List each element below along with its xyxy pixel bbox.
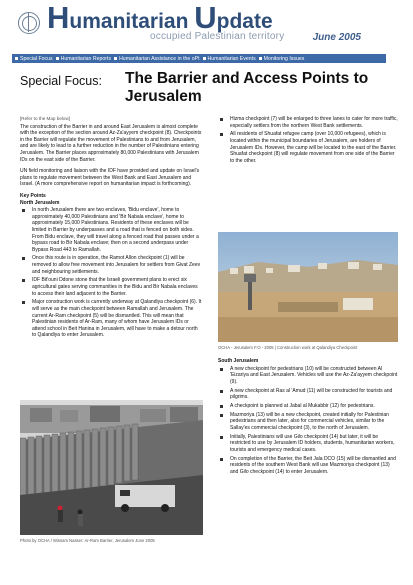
list-item: Mazmoriya (13) will be a new checkpoint, created initially for Palestinian pedestrians and then later, also for commercial vehicles, similar to the Sallay'es commercial checkpoint (3), to the north of Jerusalem. (218, 412, 398, 432)
left-column (20, 116, 202, 343)
update-paragraph: UN field monitoring and liaison with the IDF have provided and update on Israel's plans to regulate movement between the West Bank and East Jerusalem and Israel. (A more comprehensive report on humanitarian impact is forthcoming). (20, 168, 200, 188)
key-points-heading: Key Points (20, 192, 46, 199)
section-kicker: Special Focus: (20, 74, 102, 88)
nav-label: Humanitarian Reports (60, 55, 112, 62)
list-item: Initially, Palestinians will use Gilo checkpoint (14) but later, it will be restricted to use by Jerusalem ID holders, students, humanitarian workers, tourists and emergency medical cases. (218, 434, 398, 454)
photo-caption: Photo by OCHA / Wissam Nasser: Ar-Ram Barrier, Jerusalem June 2005 (20, 538, 155, 543)
publication-subtitle: occupied Palestinian territory (150, 31, 285, 42)
list-item: All residents of Shuafat refugee camp (over 10,000 refugees), which is located within the municipal boundaries of Jerusalem, are holders of Jerusalem IDs. However, the camp will be located to the east of the Barrier. Shuafat checkpoint (8) will regulate movement from one side of the Barrier to the other. (218, 131, 398, 164)
list-item: Once this route is in operation, the Ramot Allon checkpoint (1) will be removed to allow free movement into Jerusalem for settlers from Givat Zeev and neighbouring settlements. (20, 255, 202, 275)
list-item: Major construction work is currently underway at Qalandiya checkpoint (6). It will serve as the main checkpoint between Ramallah and Jerusalem. The current Ar-Ram checkpoint (5) will be dismantled. This will mean that Palestinian residents of Ar-Ram, many of whom have Jerusalem IDs or attend school in Beit Hanina in Jerusalem, will have to make a detour north to Qalandiya to enter Jerusalem. (20, 299, 202, 339)
square-bullet-icon (15, 57, 18, 60)
title-letter-h: H (47, 0, 70, 35)
square-bullet-icon (259, 57, 262, 60)
list-item: Hizma checkpoint (7) will be enlarged to three lanes to cater for more traffic, especially settlers from the northern West Bank settlements. (218, 116, 398, 129)
nav-label: Special Focus (20, 55, 53, 62)
square-bullet-icon (56, 57, 59, 60)
nav-label: Monitoring Issues (263, 55, 305, 62)
list-item: A new checkpoint at Ras al 'Amud (11) will be constructed for tourists and pilgrims. (218, 388, 398, 401)
nav-item-special-focus[interactable] (15, 56, 53, 62)
title-part-1: umanitarian (69, 10, 195, 33)
right-column-bottom (218, 358, 398, 479)
map-reference: [Refer to the Map below] (20, 116, 71, 121)
list-item: IDF Bit'ouni Ddone stone that the Israeli government plans to erect six agricultural gates serving communities in the Bidu and Bir Nabala enclaves to access their land adjacent to the Barrier. (20, 277, 202, 297)
masthead (0, 0, 413, 50)
checkpoint-photo (218, 232, 398, 342)
nav-item-monitoring-issues[interactable] (259, 56, 305, 62)
square-bullet-icon (203, 57, 206, 60)
nav-item-humanitarian-events[interactable] (203, 56, 256, 62)
intro-paragraph: The construction of the Barrier in and around East Jerusalem is almost complete with the exception of the section around Az-Za'ayyem checkpoint (8). Checkpoints in the Barrier will regulate the movement of Palestinians to and from Jerusalem, and are likely to lead to a further reduction in the number of Palestinians entering Jerusalem. The Barrier places approximately 80,000 Palestinians with Jerusalem IDs on the east side of the Barrier. (20, 123, 202, 163)
title-part-2: pdate (216, 10, 273, 33)
photo-caption: OCHA - Jerusalem F.O - 2005 | Construction work at Qalandiya Checkpoint (218, 345, 358, 350)
north-jerusalem-heading: North Jerusalem (20, 199, 60, 206)
article-headline: The Barrier and Access Points to Jerusalem (125, 70, 369, 105)
right-bullet-list (218, 116, 398, 164)
nav-label: Humanitarian Assistance in the oPt (119, 55, 200, 62)
nav-item-humanitarian-assistance[interactable] (114, 56, 199, 62)
south-bullet-list (218, 366, 398, 476)
list-item: In north Jerusalem there are two enclaves, 'Bidu enclave', home to approximately 40,000 Palestinians and 'Bir Nabala enclave', home to approximately 15,000 Palestinians. Residents of these enclaves will be limited in Barrier by underpasses and a road that is fenced on both sides. From Bidu enclave, they will travel along a fenced road that passes under a bypass road to Bir Nabala enclave; then on a second underpass under Bypass Road 443 to Ramallah. (20, 207, 202, 253)
right-column-top (218, 116, 398, 168)
list-item: A checkpoint is planned at Jabal al Mukabbir (12) for pedestrians. (218, 403, 398, 410)
barrier-photo (20, 400, 203, 535)
title-letter-u: U (194, 0, 217, 35)
north-bullet-list (20, 207, 202, 339)
section-nav-bar (12, 54, 386, 63)
square-bullet-icon (114, 57, 117, 60)
issue-date: June 2005 (312, 32, 361, 43)
list-item: A new checkpoint for pedestrians (10) will be constructed between Al 'Eizariya and East Jerusalem. Vehicles will use the Az-Za'ayyem checkpoint (9). (218, 366, 398, 386)
nav-item-humanitarian-reports[interactable] (56, 56, 111, 62)
list-item: On completion of the Barrier, the Beit Jala DCO (15) will be dismantled and residents of the southern West Bank will use Mazmoriya checkpoint (13) and Gilo checkpoint (14) to enter Jerusalem. (218, 456, 398, 476)
un-emblem-icon (18, 12, 40, 34)
south-jerusalem-heading: South Jerusalem (218, 358, 259, 364)
nav-label: Humanitarian Events (207, 55, 256, 62)
